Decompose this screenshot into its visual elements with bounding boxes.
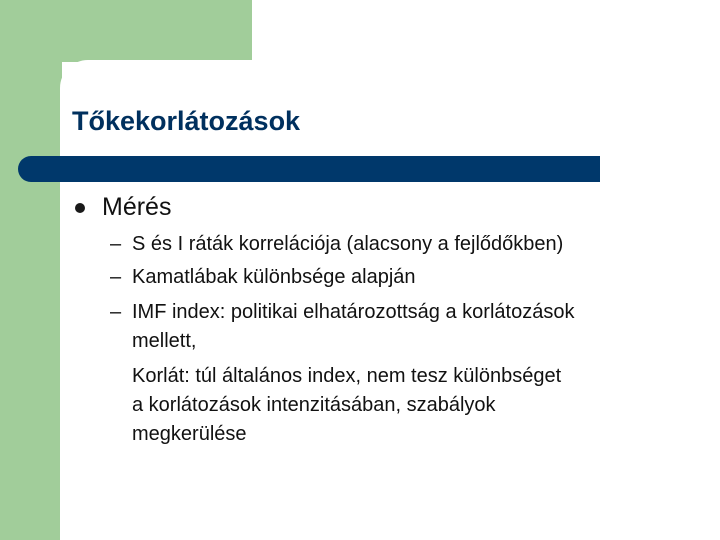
sub-item-text: S és I ráták korrelációja (alacsony a fejlődőkben): [132, 233, 564, 255]
bullet-heading: Mérés: [102, 193, 172, 221]
dash-icon: –: [110, 301, 122, 323]
bullet-dot-icon: [75, 203, 85, 213]
sub-item-continuation: mellett,: [132, 330, 197, 352]
dash-icon: –: [110, 233, 122, 255]
title-underline-bar: [18, 156, 600, 182]
sub-item-continuation: Korlát: túl általános index, nem tesz különbséget: [132, 365, 562, 387]
sub-item-continuation: megkerülése: [132, 423, 247, 445]
decorative-green-left: [0, 0, 62, 540]
dash-icon: –: [110, 266, 122, 288]
sub-item-continuation: a korlátozások intenzitásában, szabályok: [132, 394, 496, 416]
slide-title: Tőkekorlátozások: [72, 106, 301, 136]
sub-item-text: Kamatlábak különbsége alapján: [132, 266, 416, 288]
sub-item-text: IMF index: politikai elhatározottság a korlátozások: [132, 301, 575, 323]
